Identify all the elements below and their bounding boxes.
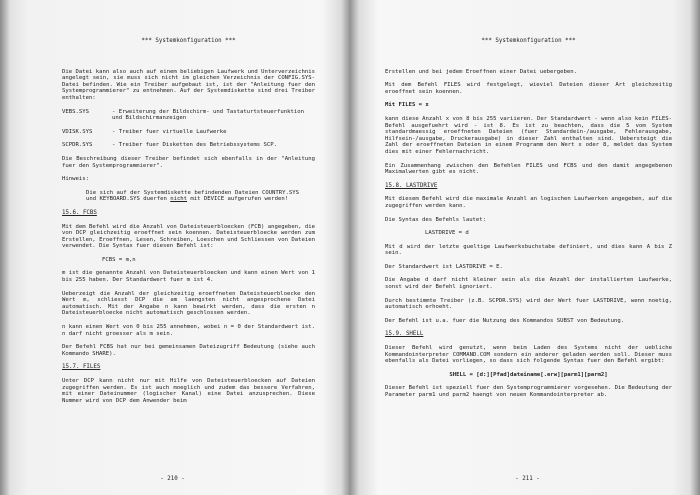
left-page-number: - 210 - <box>160 476 185 483</box>
code-fcbs: FCBS = m,n <box>102 256 136 263</box>
driver-desc: - Treiber fuer virtuelle Laufwerke <box>112 128 227 135</box>
right-paragraph-7: Mit d wird der letzte gueltige Laufwerksbuchstabe definiert, und dies kann A bis Z sein. <box>385 243 672 257</box>
right-paragraph-4: Ein Zusammenhang zwischen den Befehlen FILES und FCBS und den damit angegebenen Maximalwerten gibt es nicht. <box>385 162 672 176</box>
driver-item <box>62 129 315 136</box>
left-paragraph-2: Die Beschreibung dieser Treiber befindet sich ebenfalls in der "Anleitung fuer den Systemprogrammierer". <box>62 155 315 169</box>
right-page-header: *** Systemkonfiguration *** <box>481 38 576 44</box>
code-lastdrive: LASTDRIVE = d <box>425 230 469 237</box>
driver-item <box>62 109 315 122</box>
right-paragraph-6: Die Syntax des Befehls lautet: <box>385 216 487 223</box>
left-paragraph-1: Die Datei kann also auch auf einem beliebigen Laufwerk und Unterverzeichnis angelegt sein, sie muss sich nicht im gleichen Verzeichnis der CONFIG.SYS-Datei befinden. Wie ein Treiber aufgebaut ist, ist der "Anleitung fuer den Systemprogrammierer" zu entnehmen. Auf der Systemdiskette sind drei Treiber enthalten: <box>62 68 315 101</box>
right-paragraph-12: Dieser Befehl wird genutzt, wenn beim Laden des Systems nicht der uebliche Kommandointerpreter COMMAND.COM sondern ein anderer geladen werden soll. Dieser muss ebenfalls als Datei vorliegen, so dass sich folgende Syntax fuer den Befehl ergibt: <box>385 345 672 365</box>
driver-desc: - Treiber fuer Disketten des Betriebssystems SCP. <box>112 142 278 149</box>
code-files: Mit FILES = x <box>385 102 429 109</box>
driver-item <box>62 142 315 149</box>
driver-name: SCPDR.SYS <box>62 142 93 149</box>
left-page <box>0 0 345 495</box>
right-page <box>355 0 700 495</box>
left-page-header: *** Systemkonfiguration *** <box>141 38 236 44</box>
right-paragraph-11: Der Befehl ist u.a. fuer die Nutzung des Kommandos SUBST von Bedeutung. <box>385 317 625 324</box>
driver-desc: - Erweiterung der Bildschirm- und Tastaturtsteuerfunktion und Bildschirmanzeigen <box>112 108 304 122</box>
section-heading-lastdrive: 15.8. LASTDRIVE <box>385 182 438 189</box>
driver-name: VEBS.SYS <box>62 108 89 115</box>
code-shell: SHELL = [d:][Pfad]dateiname[.erw][parm1][parm2] <box>449 371 608 378</box>
left-paragraph-5: Ueberzeigt die Anzahl der gleichzeitig eroeffneten Dateisteuerbloecke den Wert m, schliesst DCP die am laengsten nicht angesprochene Datei automatisch. Mit der Angabe n kann bewirkt werden, dass die ersten n Dateisteuerbloecke nicht automatisch geschlossen werden. <box>62 290 315 317</box>
hint-text-pre: Die sich auf der Systemdiskette befindenden Dateien COUNTRY.SYS und KEYBOARD.SYS duerfen <box>86 189 299 203</box>
right-paragraph-8: Der Standardwert ist LASTDRIVE = E. <box>385 263 503 270</box>
hint-label: Hinweis: <box>62 176 89 183</box>
right-paragraph-5: Mit diesem Befehl wird die maximale Anzahl an logischen Laufwerken angegeben, auf die zugegriffen werden kann. <box>385 196 672 209</box>
driver-name: VDISK.SYS <box>62 128 93 135</box>
right-paragraph-10: Durch bestimmte Treiber (z.B. SCPDR.SYS) wird der Wert fuer LASTDRIVE, wenn noetig, automatisch erhoeht. <box>385 297 672 311</box>
right-paragraph-3: kann diese Anzahl x von 8 bis 255 variieren. Der Standardwert - wenn also kein FILES-Befehl ausgefuehrt wird - ist 8. Es ist zu beachten, dass die 5 vom System standardmaessig eroeffneten Dateien (fuer Standardein-/ausgabe, Fehlerausgabe, Hilfsein-/ausgabe, Druckerausgabe) in dieser Zahl enthalten sind. Uebersteigt die Zahl der eroeffneten Dateien in einem Programm den Wert x oder 8, meldet das System dies mit einer Fehlernachricht. <box>385 115 672 155</box>
left-paragraph-6: n kann einen Wert von 0 bis 255 annehmen, wobei n = 0 der Standardwert ist. n darf nicht groesser als m sein. <box>62 324 315 337</box>
hint-text <box>86 190 299 203</box>
left-paragraph-3: Mit dem Befehl wird die Anzahl von Dateisteuerbloecken (FCB) angegeben, die von DCP gleichzeitig eroeffnet sein koennen. Dateisteuerbloecke werden zum Erstellen, Eroeffnen, Lesen, Schreiben, Loeschen und Schliessen von Dateien verwendet. Die Syntax fuer diesen Befehl ist: <box>62 223 315 250</box>
right-paragraph-2: Mit dem Befehl FILES wird festgelegt, wieviel Dateien dieser Art gleichzeitig eroeffnet sein koennen. <box>385 82 672 95</box>
section-heading-files: 15.7. FILES <box>62 364 101 371</box>
hint-text-emphasis: nicht <box>170 196 188 203</box>
right-paragraph-13: Dieser Befehl ist speziell fuer den Systemprogrammierer vorgesehen. Die Bedeutung der Parameter parm1 und parm2 haengt von neuen Kommandointerpreter ab. <box>385 385 672 398</box>
hint-text-post: mit DEVICE aufgerufen werden! <box>187 196 289 203</box>
right-paragraph-9: Die Angabe d darf nicht kleiner sein als die Anzahl der installierten Laufwerke, sonst wird der Befehl ignoriert. <box>385 277 672 291</box>
left-paragraph-4: m ist die genannte Anzahl von Dateisteuerbloecken und kann einen Wert von 1 bis 255 haben. Der Standardwert fuer m ist 4. <box>62 270 315 284</box>
right-paragraph-1: Erstellen und bei jedem Eroeffnen einer Datei uebergeben. <box>385 68 577 75</box>
left-paragraph-8: Unter DCP kann nicht nur mit Hilfe von Dateisteuerbloecken auf Dateien zugegriffen werden. Es ist auch moeglich und zudem das bessere Verfahren, mit einer Dateinummer (logischer Kanal) eine Datei anzusprechen. Diese Nummer wird von DCP dem Anwender beim <box>62 378 315 404</box>
right-page-number: - 211 - <box>515 476 540 483</box>
section-heading-fcbs: 15.6. FCBS <box>62 209 97 216</box>
section-heading-shell: 15.9. SHELL <box>385 331 424 338</box>
left-paragraph-7: Der Befehl FCBS hat nur bei gemeinsamen Dateizugriff Bedeutung (siehe auch Kommando SHARE). <box>62 344 315 357</box>
